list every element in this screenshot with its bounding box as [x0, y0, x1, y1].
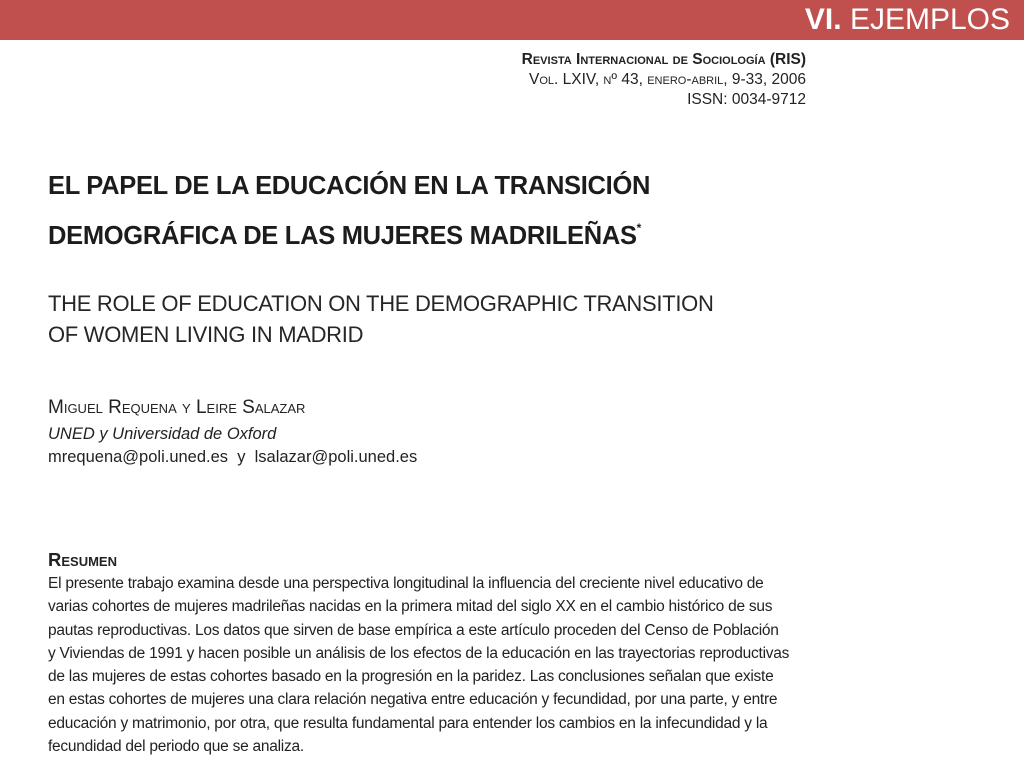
abstract-line: El presente trabajo examina desde una perspectiva longitudinal la influencia del creciente nivel educativo de	[48, 575, 764, 592]
banner-numeral: VI.	[804, 3, 842, 36]
abstract-line: de las mujeres de estas cohortes basado en la progresión en la paridez. Las conclusiones señalan que existe	[48, 668, 774, 686]
subtitle-line-1: THE ROLE OF EDUCATION ON THE DEMOGRAPHIC TRANSITION	[48, 291, 714, 316]
title-line-2	[48, 207, 748, 257]
abstract-line: en estas cohortes de mujeres una clara relación negativa entre educación y fecundidad, por una parte, y entre	[48, 691, 778, 709]
title-footnote-mark: *	[636, 221, 642, 235]
journal-header	[522, 50, 806, 110]
abstract-line: fecundidad del periodo que se analiza.	[48, 738, 304, 756]
journal-issn: ISSN: 0034-9712	[687, 91, 806, 108]
paper-subtitle	[48, 288, 748, 350]
paper-title	[48, 165, 748, 257]
abstract-line: pautas reproductivas. Los datos que sirven de base empírica a este artículo proceden del Censo de Población	[48, 621, 779, 639]
section-banner	[0, 0, 1024, 40]
abstract-heading: Resumen	[48, 549, 117, 570]
title-line-1: EL PAPEL DE LA EDUCACIÓN EN LA TRANSICIÓN	[48, 172, 651, 200]
author-emails: mrequena@poli.uned.es y lsalazar@poli.uned.es	[48, 448, 418, 466]
journal-volume: Vol. LXIV, nº 43, enero-abril, 9-33, 2006	[529, 71, 806, 88]
paper-authors: Miguel Requena y Leire Salazar	[48, 397, 306, 418]
banner-title	[805, 2, 1010, 38]
abstract-line: y Viviendas de 1991 y hacen posible un análisis de los efectos de la educación en las trayectorias reproductivas	[48, 644, 790, 662]
banner-label: EJEMPLOS	[849, 3, 1010, 36]
abstract-body	[48, 572, 813, 758]
journal-name: Revista Internacional de Sociología (RIS)	[521, 51, 806, 68]
paper-affiliation: UNED y Universidad de Oxford	[48, 425, 277, 443]
abstract-line: varias cohortes de mujeres madrileñas nacidas en la primera mitad del siglo XX en el cambio histórico de sus	[48, 598, 773, 616]
abstract-line: educación y matrimonio, por otra, que resulta fundamental para entender los cambios en la infecundidad y la	[48, 714, 768, 732]
title-line-2-text: DEMOGRÁFICA DE LAS MUJERES MADRILEÑAS	[48, 222, 637, 250]
subtitle-line-2: OF WOMEN LIVING IN MADRID	[48, 322, 364, 347]
